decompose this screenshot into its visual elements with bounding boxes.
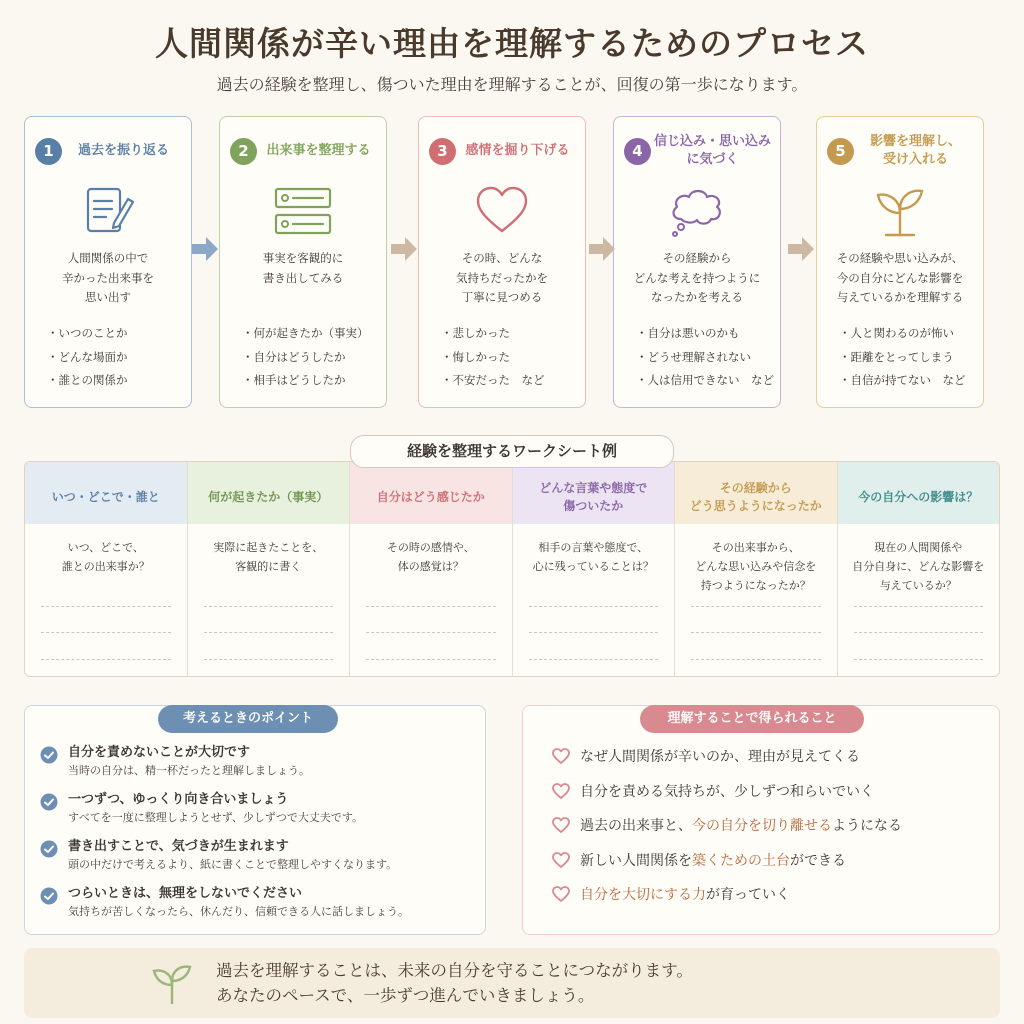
arrow-right-icon <box>587 234 617 264</box>
gains-label: 理解することで得られること <box>640 705 864 733</box>
heart-icon <box>552 852 570 868</box>
worksheet-label: 経験を整理するワークシート例 <box>350 435 674 468</box>
worksheet-write-line[interactable] <box>366 659 496 660</box>
step-bullet: ・ 誰との関係か <box>47 369 187 393</box>
gain-text-end: ができる <box>790 852 846 869</box>
step-bullets <box>636 322 776 393</box>
step-bullet: ・ 自分は悪いのかも <box>636 322 776 346</box>
point-item <box>40 838 397 874</box>
step-card-5 <box>816 116 984 408</box>
step-title: 信じ込み・思い込み に気づく <box>653 134 771 167</box>
step-card-2 <box>219 116 387 408</box>
worksheet-question: 実際に起きたことを、 客観的に書く <box>213 541 324 573</box>
step-title: 感情を掘り下げる <box>465 143 570 158</box>
heart-icon <box>552 886 570 902</box>
point-title: つらいときは、無理をしないでください <box>68 886 303 901</box>
worksheet-table <box>24 461 1000 677</box>
point-description: すべてを一度に整理しようとせず、少しずつで大丈夫です。 <box>68 811 364 824</box>
worksheet-column <box>350 462 513 676</box>
step-number: 3 <box>429 138 456 165</box>
heart-icon <box>552 783 570 799</box>
worksheet-column <box>188 462 351 676</box>
step-bullet: ・ 人と関わるのが怖い <box>839 322 979 346</box>
worksheet-column <box>513 462 676 676</box>
step-bullet: ・ 人は信用できない など <box>636 369 776 393</box>
worksheet-write-line[interactable] <box>204 606 334 607</box>
point-title: 書き出すことで、気づきが生まれます <box>68 839 289 854</box>
worksheet-column <box>838 462 1000 676</box>
heart-icon <box>552 817 570 833</box>
worksheet-write-line[interactable] <box>366 606 496 607</box>
worksheet-write-line[interactable] <box>366 632 496 633</box>
step-bullet: ・ いつのことか <box>47 322 187 346</box>
step-bullet: ・ 相手はどうしたか <box>242 369 382 393</box>
gain-item <box>552 815 902 835</box>
list-icon <box>273 183 333 239</box>
step-bullet: ・ 自分はどうしたか <box>242 346 382 370</box>
step-bullet: ・ 悲しかった <box>441 322 581 346</box>
heart-icon <box>552 748 570 764</box>
points-label: 考えるときのポイント <box>158 705 338 733</box>
check-circle-icon <box>40 746 58 764</box>
point-item <box>40 744 310 780</box>
thought-cloud-icon <box>667 183 727 239</box>
point-title: 一つずつ、ゆっくり向き合いましょう <box>68 792 289 807</box>
gain-highlight: 自分を大切にする力 <box>580 887 706 903</box>
gain-text: 過去の出来事と、 <box>580 818 692 834</box>
gain-item <box>552 850 846 870</box>
worksheet-write-line[interactable] <box>529 632 659 633</box>
worksheet-write-line[interactable] <box>854 659 984 660</box>
worksheet-column-header: いつ・どこで・誰と <box>25 462 187 524</box>
arrow-right-icon <box>389 234 419 264</box>
step-bullet: ・ 自信が持てない など <box>839 369 979 393</box>
step-bullets <box>242 322 382 393</box>
step-bullets <box>47 322 187 393</box>
arrow-right-icon <box>786 234 816 264</box>
gain-text-end: が育っていく <box>706 887 790 903</box>
step-description: その経験や思い込みが、 今の自分にどんな影響を 与えているかを理解する <box>836 251 964 304</box>
worksheet-question: その時の感情や、 体の感覚は？ <box>386 541 475 573</box>
gain-highlight: 今の自分を切り離せる <box>692 818 832 834</box>
worksheet-column <box>25 462 188 676</box>
step-bullet: ・ 悔しかった <box>441 346 581 370</box>
step-description: 人間関係の中で 辛かった出来事を 思い出す <box>62 251 154 304</box>
step-title: 影響を理解し、 受け入れる <box>869 134 961 167</box>
worksheet-column-header: 何が起きたか（事実） <box>188 462 350 524</box>
worksheet-column-header: その経験から どう思うようになったか <box>675 462 837 524</box>
page-title: 人間関係が辛い理由を理解するためのプロセス <box>155 24 869 63</box>
point-description: 気持ちが苦しくなったら、休んだり、信頼できる人に話しましょう。 <box>68 905 409 918</box>
worksheet-write-line[interactable] <box>529 659 659 660</box>
worksheet-question: 現在の人間関係や 自分自身に、どんな影響を 与えているか？ <box>852 541 985 592</box>
worksheet-write-line[interactable] <box>691 632 821 633</box>
gain-text: なぜ人間関係が辛いのか、理由が見えてくる <box>580 749 860 765</box>
point-item <box>40 791 363 827</box>
step-bullets <box>441 322 581 393</box>
gain-item <box>552 781 874 801</box>
arrow-right-icon <box>190 234 220 264</box>
footer-line-2: あなたのペースで、一歩ずつ進んでいきましょう。 <box>216 986 595 1005</box>
worksheet-column-header: 自分はどう感じたか <box>350 462 512 524</box>
step-description: その経験から どんな考えを持つように なったかを考える <box>633 251 761 304</box>
worksheet-column-header: どんな言葉や態度で 傷ついたか <box>513 462 675 524</box>
check-circle-icon <box>40 887 58 905</box>
step-title: 過去を振り返る <box>77 143 169 158</box>
worksheet-column-header: 今の自分への影響は？ <box>838 462 1000 524</box>
worksheet-question: 相手の言葉や態度で、 心に残っていることは？ <box>532 541 654 573</box>
check-circle-icon <box>40 793 58 811</box>
step-number: 2 <box>230 138 257 165</box>
worksheet-question: いつ、どこで、 誰との出来事か？ <box>61 541 150 573</box>
gain-item <box>552 746 860 766</box>
worksheet-write-line[interactable] <box>204 632 334 633</box>
step-card-4 <box>613 116 781 408</box>
step-description: その時、どんな 気持ちだったかを 丁寧に見つめる <box>456 251 548 304</box>
document-pen-icon <box>80 183 136 239</box>
worksheet-write-line[interactable] <box>854 606 984 607</box>
step-bullet: ・ 距離をとってしまう <box>839 346 979 370</box>
worksheet-question: その出来事から、 どんな思い込みや信念を 持つようになったか？ <box>695 541 817 592</box>
point-description: 当時の自分は、精一杯だったと理解しましょう。 <box>68 764 310 777</box>
step-bullet: ・ どうせ理解されない <box>636 346 776 370</box>
step-number: 5 <box>827 138 854 165</box>
gain-text: 自分を責める気持ちが、少しずつ和らいでいく <box>580 783 874 800</box>
footer-line-1: 過去を理解することは、未来の自分を守ることにつながります。 <box>216 961 693 980</box>
point-title: 自分を責めないことが大切です <box>68 745 251 760</box>
gain-text-end: ようになる <box>832 818 902 834</box>
worksheet-write-line[interactable] <box>204 659 334 660</box>
step-bullet: ・ どんな場面か <box>47 346 187 370</box>
step-description: 事実を客観的に 書き出してみる <box>262 251 344 285</box>
step-card-3 <box>418 116 586 408</box>
gain-highlight: 築くための土台 <box>692 852 790 869</box>
footer-banner <box>24 948 1000 1018</box>
step-card-1 <box>24 116 192 408</box>
worksheet-write-line[interactable] <box>691 606 821 607</box>
step-number: 1 <box>35 138 62 165</box>
sprout-icon <box>152 961 192 1005</box>
check-circle-icon <box>40 840 58 858</box>
worksheet-write-line[interactable] <box>854 632 984 633</box>
point-item <box>40 885 409 921</box>
worksheet-write-line[interactable] <box>41 606 171 607</box>
worksheet-write-line[interactable] <box>41 659 171 660</box>
worksheet-write-line[interactable] <box>41 632 171 633</box>
worksheet-write-line[interactable] <box>691 659 821 660</box>
heart-icon <box>474 183 530 239</box>
gain-item <box>552 884 790 904</box>
step-title: 出来事を整理する <box>266 143 371 158</box>
step-number: 4 <box>624 138 651 165</box>
step-bullets <box>839 322 979 393</box>
worksheet-write-line[interactable] <box>529 606 659 607</box>
step-bullet: ・ 不安だった など <box>441 369 581 393</box>
page-subtitle: 過去の経験を整理し、傷ついた理由を理解することが、回復の第一歩になります。 <box>216 75 808 94</box>
point-description: 頭の中だけで考えるより、紙に書くことで整理しやすくなります。 <box>68 858 398 871</box>
worksheet-column <box>675 462 838 676</box>
step-bullet: ・ 何が起きたか（事実） <box>242 322 382 346</box>
gain-text: 新しい人間関係を <box>580 852 692 869</box>
sprout-icon <box>872 183 928 239</box>
